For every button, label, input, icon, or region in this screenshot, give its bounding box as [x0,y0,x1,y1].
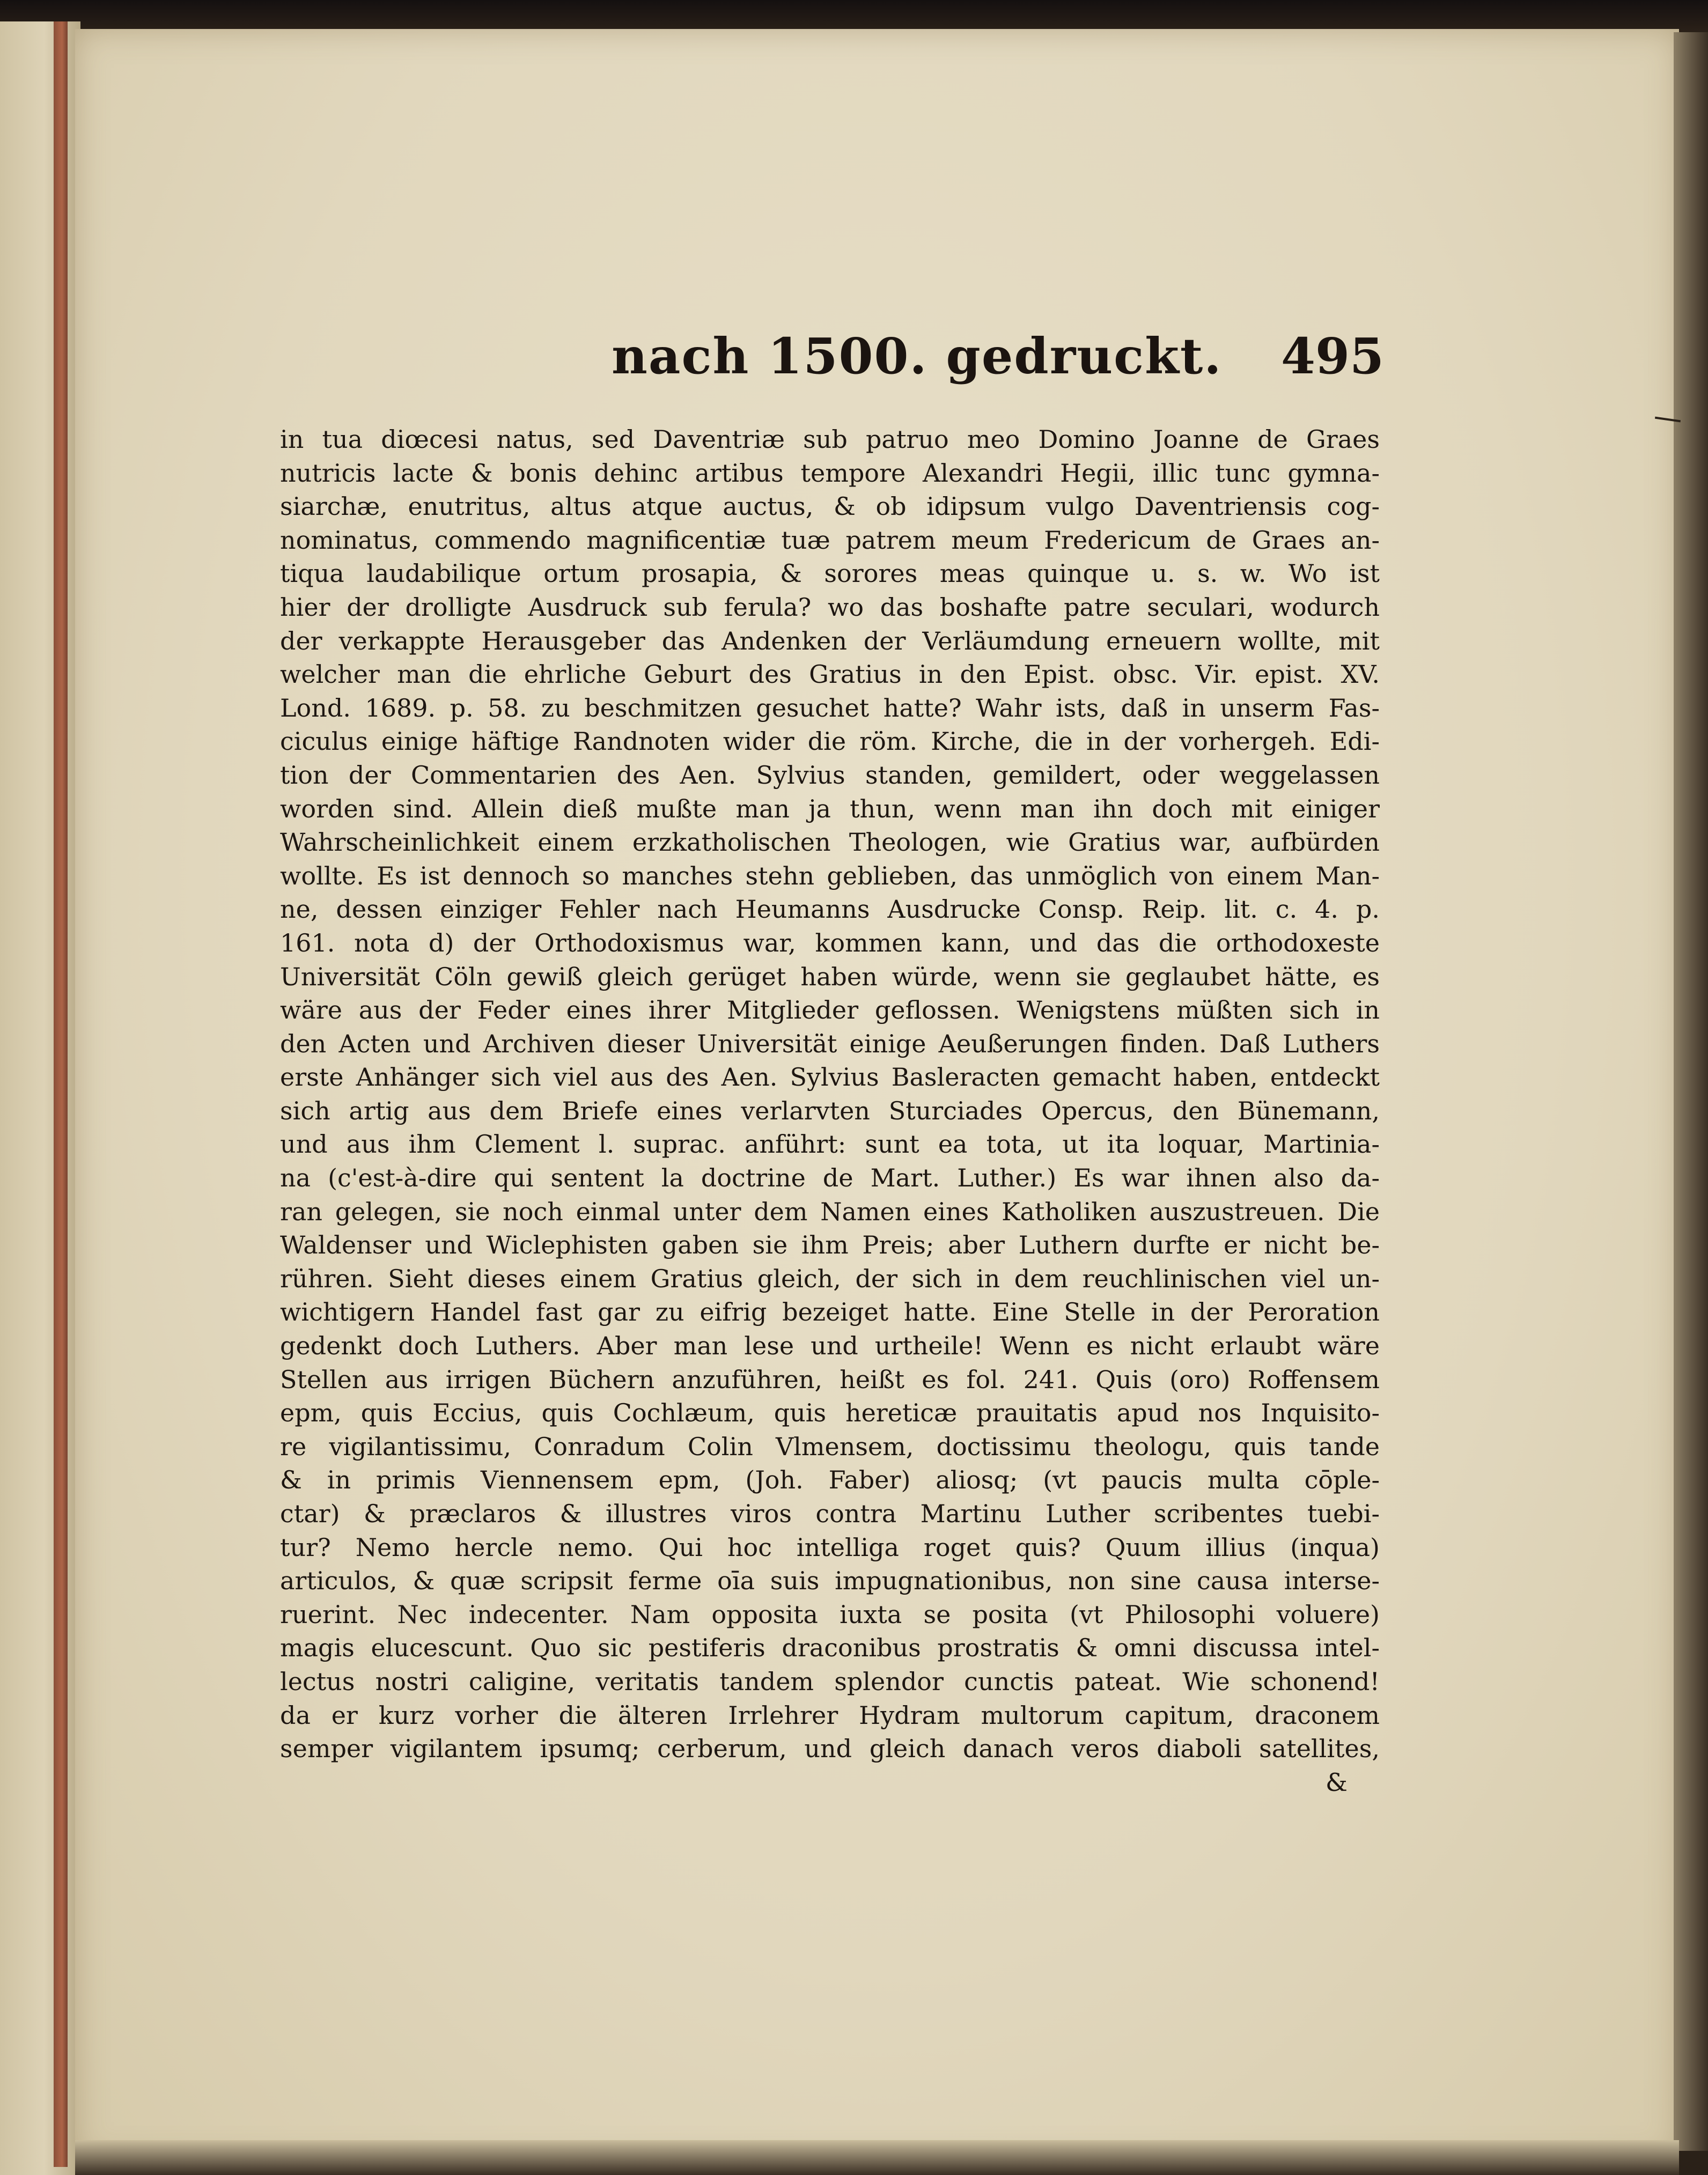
text-line: nominatus, commendo magnificentiæ tuæ patrem meum Fredericum de Graes an- [280,525,1380,555]
text-line: gedenkt doch Luthers. Aber man lese und urtheile! Wenn es nicht erlaubt wäre [280,1331,1380,1361]
text-line: da er kurz vorher die älteren Irrlehrer Hydram multorum capitum, draconem [280,1700,1380,1730]
text-line: magis elucescunt. Quo sic pestiferis draconibus prostratis & omni discussa intel- [280,1633,1380,1663]
text-line: wollte. Es ist dennoch so manches stehn geblieben, das unmöglich von einem Man- [280,861,1380,890]
text-line: nutricis lacte & bonis dehinc artibus tempore Alexandri Hegii, illic tunc gymna- [280,458,1380,488]
text-line: articulos, & quæ scripsit ferme oīa suis impugnationibus, non sine causa interse- [280,1566,1380,1596]
text-line: und aus ihm Clement l. suprac. anführt: sunt ea tota, ut ita loquar, Martinia- [280,1130,1380,1159]
text-line: Stellen aus irrigen Büchern anzuführen, heißt es fol. 241. Quis (oro) Roffensem [280,1365,1380,1394]
text-line: hier der drolligte Ausdruck sub ferula? wo das boshafte patre seculari, wodurch [280,592,1380,622]
text-line: ruerint. Nec indecenter. Nam opposita iuxta se posita (vt Philosophi voluere) [280,1599,1380,1629]
text-line: ne, dessen einziger Fehler nach Heumanns Ausdrucke Consp. Reip. lit. c. 4. p. [280,895,1380,924]
text-line: welcher man die ehrliche Geburt des Gratius in den Epist. obsc. Vir. epist. XV. [280,660,1380,689]
page-header [279,327,1384,408]
binding-edge [54,21,68,2167]
text-line: ran gelegen, sie noch einmal unter dem Namen eines Katholiken auszustreuen. Die [280,1197,1380,1226]
text-line: 161. nota d) der Orthodoxismus war, kommen kann, und das die orthodoxeste [280,928,1380,957]
text-line: tiqua laudabilique ortum prosapia, & sorores meas quinque u. s. w. Wo ist [280,559,1380,588]
scan-bottom-border [75,2140,1679,2175]
text-line: ctar) & præclaros & illustres viros contra Martinu Luther scribentes tuebi- [280,1499,1380,1528]
text-line: in tua diœcesi natus, sed Daventriæ sub patruo meo Domino Joanne de Graes [280,425,1380,454]
page-number: 495 [1280,327,1384,385]
text-line: wäre aus der Feder eines ihrer Mitglieder geflossen. Wenigstens müßten sich in [280,996,1380,1025]
text-line: der verkappte Herausgeber das Andenken der Verläumdung erneuern wollte, mit [280,626,1380,655]
text-line: worden sind. Allein dieß mußte man ja thun, wenn man ihn doch mit einiger [280,794,1380,823]
text-line: & in primis Viennensem epm, (Joh. Faber) aliosq; (vt paucis multa cōple- [280,1465,1380,1495]
body-text [280,423,1380,1799]
running-head: nach 1500. gedruckt. [612,327,1223,385]
text-line: erste Anhänger sich viel aus des Aen. Sylvius Basleracten gemacht haben, entdeckt [280,1063,1380,1092]
text-line: siarchæ, enutritus, altus atque auctus, & ob idipsum vulgo Daventriensis cog- [280,492,1380,521]
text-line: rühren. Sieht dieses einem Gratius gleich, der sich in dem reuchlinischen viel un- [280,1264,1380,1293]
text-line: wichtigern Handel fast gar zu eifrig bezeiget hatte. Eine Stelle in der Peroration [280,1297,1380,1327]
text-line: sich artig aus dem Briefe eines verlarvten Sturciades Opercus, den Bünemann, [280,1096,1380,1125]
text-line: den Acten und Archiven dieser Universität einige Aeußerungen finden. Daß Luthers [280,1029,1380,1058]
facing-page-edge [0,21,80,2175]
text-line: Wahrscheinlichkeit einem erzkatholischen Theologen, wie Gratius war, aufbürden [280,828,1380,857]
text-line: lectus nostri caligine, veritatis tandem splendor cunctis pateat. Wie schonend! [280,1667,1380,1696]
text-line: tion der Commentarien des Aen. Sylvius standen, gemildert, oder weggelassen [280,760,1380,790]
text-line: re vigilantissimu, Conradum Colin Vlmensem, doctissimu theologu, quis tande [280,1432,1380,1461]
text-line: Lond. 1689. p. 58. zu beschmitzen gesuchet hatte? Wahr ists, daß in unserm Fas- [280,693,1380,722]
scan-top-border [0,0,1708,31]
text-line: Waldenser und Wiclephisten gaben sie ihm Preis; aber Luthern durfte er nicht be- [280,1230,1380,1260]
scan-right-border [1674,32,1708,2151]
text-line: ciculus einige häftige Randnoten wider die röm. Kirche, die in der vorhergeh. Edi- [280,727,1380,756]
text-line: semper vigilantem ipsumq; cerberum, und gleich danach veros diaboli satellites, [280,1734,1380,1764]
catchword: & [1326,1767,1348,1797]
text-line: epm, quis Eccius, quis Cochlæum, quis hereticæ prauitatis apud nos Inquisito- [280,1398,1380,1428]
text-line: Universität Cöln gewiß gleich gerüget haben würde, wenn sie geglaubet hätte, es [280,962,1380,991]
text-line: tur? Nemo hercle nemo. Qui hoc intelliga roget quis? Quum illius (inqua) [280,1532,1380,1562]
text-line: na (c'est-à-dire qui sentent la doctrine de Mart. Luther.) Es war ihnen also da- [280,1163,1380,1193]
